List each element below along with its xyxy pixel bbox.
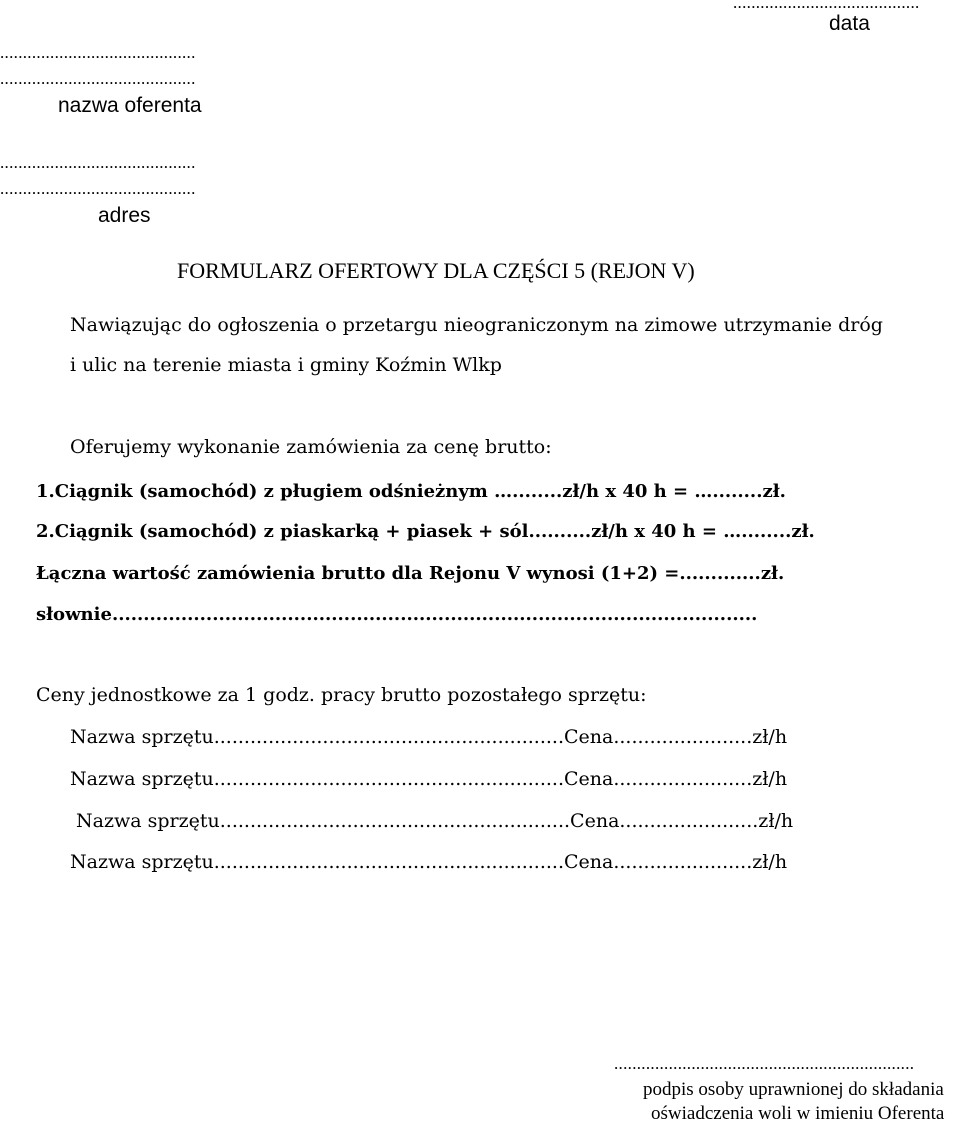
equipment-row: Nazwa sprzętu..........................................................Cena.......................zł/h [70, 810, 794, 832]
offer-in-words: słownie....................................................................................................... [36, 604, 758, 625]
equipment-heading: Ceny jednostkowe za 1 godz. pracy brutto pozostałego sprzętu: [36, 684, 647, 706]
address-dots-1: ........................................... [0, 153, 196, 172]
signature-dots: .................................................................. [614, 1054, 915, 1073]
intro-line-2: i ulic na terenie miasta i gminy Koźmin Wlkp [70, 354, 502, 376]
name-dots-2: ........................................... [0, 69, 196, 88]
equipment-row: Nazwa sprzętu..........................................................Cena.......................zł/h [70, 726, 788, 748]
intro-line-1: Nawiązując do ogłoszenia o przetargu nieograniczonym na zimowe utrzymanie dróg [70, 314, 883, 336]
address-dots-2: ........................................... [0, 179, 196, 198]
equipment-row: Nazwa sprzętu..........................................................Cena.......................zł/h [70, 768, 788, 790]
signature-line-2: oświadczenia woli w imieniu Oferenta [651, 1103, 945, 1124]
offer-heading: Oferujemy wykonanie zamówienia za cenę brutto: [70, 436, 552, 458]
page-title: FORMULARZ OFERTOWY DLA CZĘŚCI 5 (REJON V) [177, 258, 695, 283]
signature-line-1: podpis osoby uprawnionej do składania [643, 1079, 944, 1100]
name-label: nazwa oferenta [58, 94, 202, 117]
date-label: data [829, 12, 870, 35]
offer-total: Łączna wartość zamówienia brutto dla Rejonu V wynosi (1+2) =.............zł. [36, 563, 785, 584]
equipment-row: Nazwa sprzętu..........................................................Cena.......................zł/h [70, 851, 788, 873]
address-label: adres [98, 204, 151, 227]
offer-item-1: 1.Ciągnik (samochód) z pługiem odśnieżnym …........zł/h x 40 h = …........zł. [36, 481, 786, 502]
offer-item-2: 2.Ciągnik (samochód) z piaskarką + piasek + sól..........zł/h x 40 h = …........zł. [36, 521, 815, 542]
name-dots-1: ........................................... [0, 43, 196, 62]
date-dots: ......................................... [733, 0, 920, 12]
